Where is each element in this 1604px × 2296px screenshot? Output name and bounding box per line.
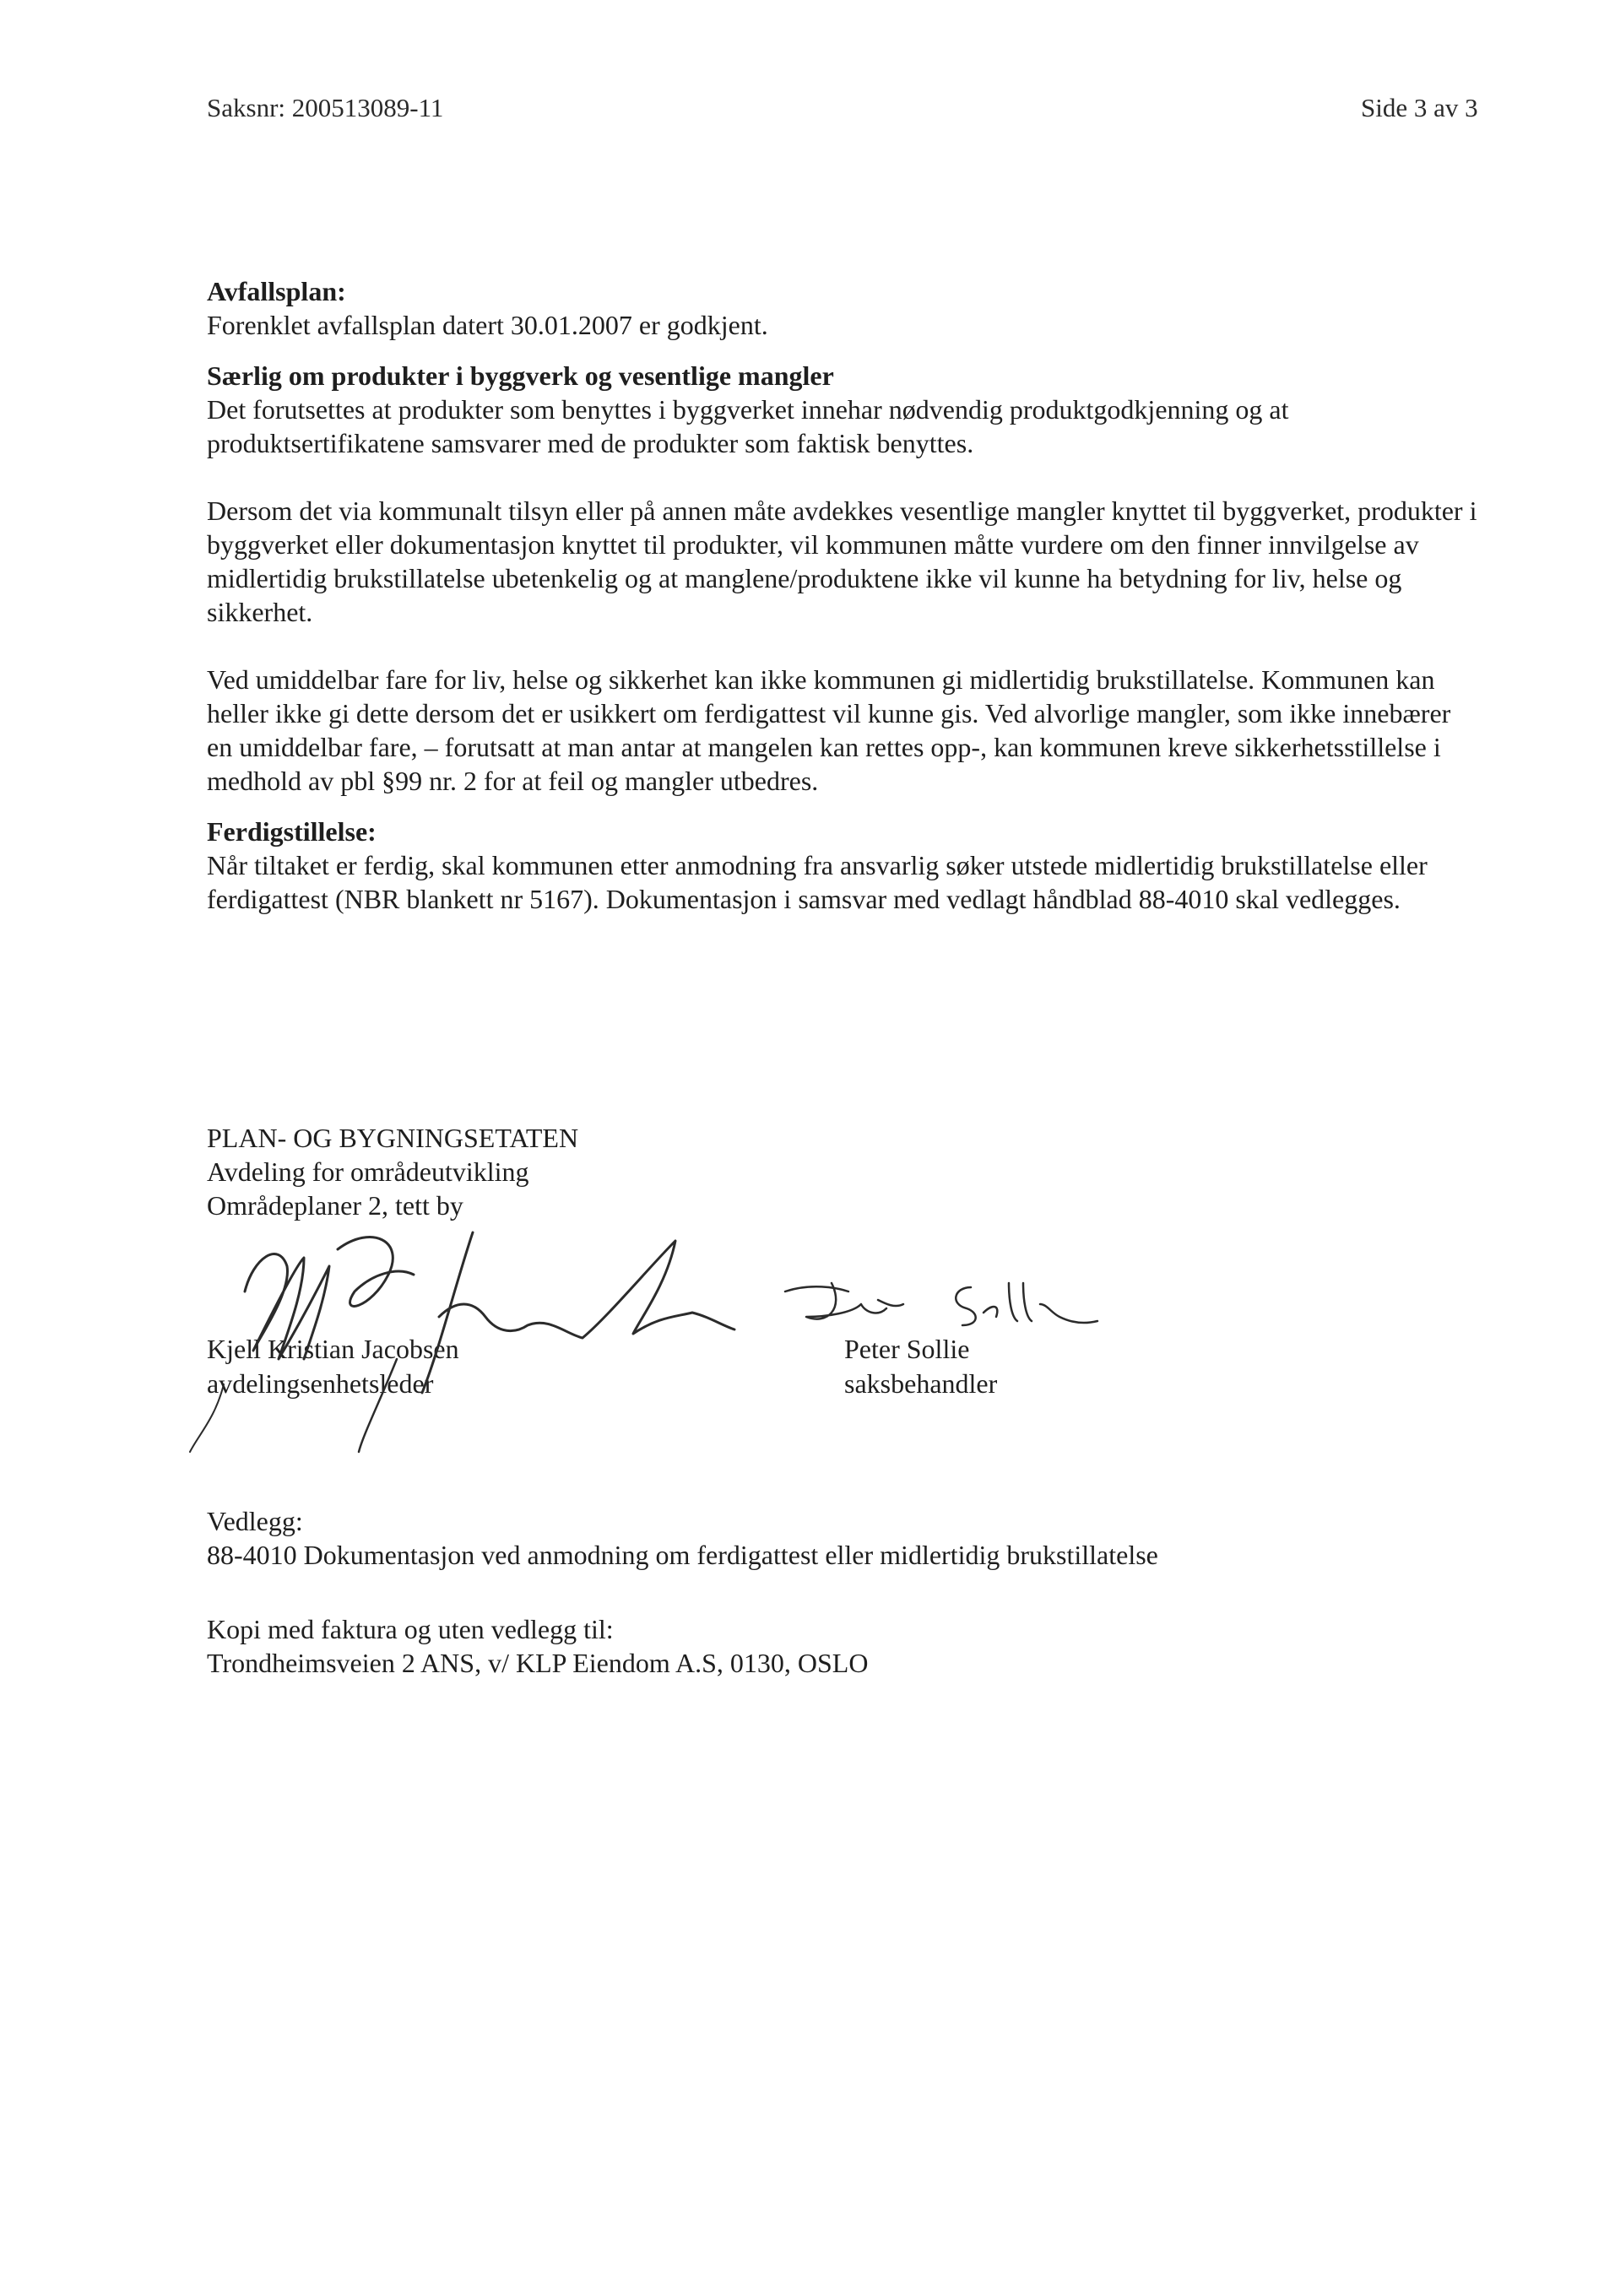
document-body [207,274,1482,916]
completion-heading: Ferdigstillelse: [207,816,377,847]
waste-plan-text: Forenklet avfallsplan datert 30.01.2007 er godkjent. [207,310,768,340]
signature-left-loop [338,1237,414,1307]
copy-recipient: Trondheimsveien 2 ANS, v/ KLP Eiendom A.S, 0130, OSLO [207,1648,869,1678]
signatory-name: Peter Sollie [844,1334,970,1364]
products-paragraph-2: Dersom det via kommunalt tilsyn eller på annen måte avdekkes vesentlige mangler knyttet til byggverket, produkter i byggverket eller dokumentasjon knyttet til produkter, vil kommunen måtte vurdere om den finner innvilgelse av midlertidig brukstillatelse ubetenkelig og at manglene/produktene ikke vil kunne ha betydning for liv, helse og sikkerhet. [207,495,1477,627]
agency-name: PLAN- OG BYGNINGSETATEN [207,1123,579,1153]
waste-plan-heading: Avfallsplan: [207,276,346,306]
copy-label: Kopi med faktura og uten vedlegg til: [207,1614,614,1644]
signatory-title: avdelingsenhetsleder [207,1368,434,1399]
unit-name: Områdeplaner 2, tett by [207,1190,463,1221]
waste-plan-section [207,274,1482,342]
signatory-title: saksbehandler [844,1368,998,1399]
organization-block [207,1121,578,1222]
completion-section [207,815,1482,916]
copy-recipients-block [207,1612,868,1680]
products-paragraph-1: Det forutsettes at produkter som benyttes i byggverket innehar nødvendig produktgodkjenning og at produktsertifikatene samsvarer med de produkter som faktisk benyttes. [207,394,1289,458]
products-heading: Særlig om produkter i byggverk og vesentlige mangler [207,360,834,391]
page-indicator: Side 3 av 3 [1361,93,1478,122]
signature-right [785,1283,903,1319]
department-name: Avdeling for områdeutvikling [207,1156,529,1187]
attachments-label: Vedlegg: [207,1506,303,1536]
signatory-name: Kjell Kristian Jacobsen [207,1334,459,1364]
signatory-left [207,1332,459,1401]
products-section [207,359,1482,798]
case-number: Saksnr: 200513089-11 [207,93,444,122]
signature-right-surname [956,1283,1097,1325]
signatory-right [844,1332,997,1401]
completion-text: Når tiltaket er ferdig, skal kommunen etter anmodning fra ansvarlig søker utstede midlertidig brukstillatelse eller ferdigattest (NBR blankett nr 5167). Dokumentasjon i samsvar med vedlagt håndblad 88-4010 skal vedlegges. [207,850,1428,914]
products-paragraph-3: Ved umiddelbar fare for liv, helse og sikkerhet kan ikke kommunen gi midlertidig brukstillatelse. Kommunen kan heller ikke gi dette dersom det er usikkert om ferdigattest vil kunne gis. Ved alvorlige mangler, som ikke innebærer en umiddelbar fare, – forutsatt at man antar at mangelen kan rettes opp-, kan kommunen kreve sikkerhetsstillelse i medhold av pbl §99 nr. 2 for at feil og mangler utbedres. [207,664,1451,796]
signature-left-stroke [422,1232,734,1393]
attachment-item: 88-4010 Dokumentasjon ved anmodning om ferdigattest eller midlertidig brukstillatelse [207,1540,1158,1570]
attachments-block [207,1504,1158,1572]
